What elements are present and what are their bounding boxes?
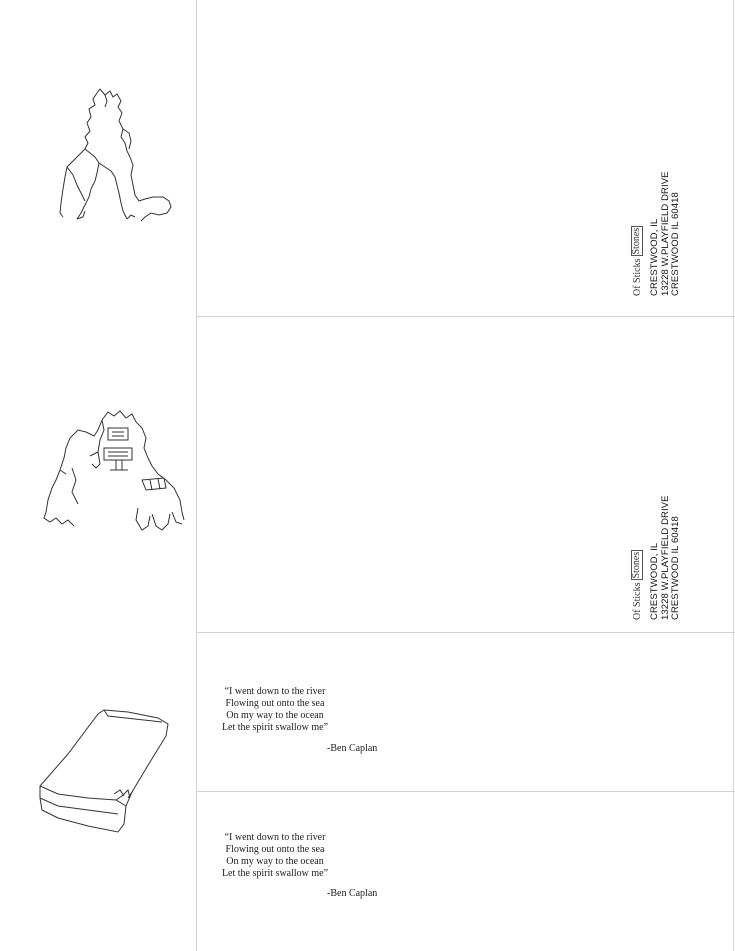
quote-line: “I went down to the river xyxy=(224,832,326,843)
horizontal-divider-3 xyxy=(196,791,735,792)
address-line-1: CRESTWOOD, IL xyxy=(649,218,660,296)
address-line-2: 13228 W.PLAYFIELD DRIVE xyxy=(659,495,671,620)
horse-rider-sketch-icon xyxy=(55,85,180,225)
address-line-3: CRESTWOOD IL 60418 xyxy=(670,192,681,296)
stone-block-sketch-icon xyxy=(38,706,173,836)
page-right-edge xyxy=(733,0,734,951)
quote-block-1 xyxy=(205,686,345,734)
quote-attribution-1: -Ben Caplan xyxy=(327,743,378,754)
horizontal-divider-2 xyxy=(196,632,735,633)
address-line-2: 13228 W.PLAYFIELD DRIVE xyxy=(659,171,671,296)
quote-attribution-2: -Ben Caplan xyxy=(327,888,378,899)
brand-name-part1: Of Sticks xyxy=(631,582,643,620)
quote-line: Let the spirit swallow me” xyxy=(221,722,329,733)
quote-line: Flowing out onto the sea xyxy=(225,698,325,709)
quote-line: On my way to the ocean xyxy=(226,710,324,721)
vertical-divider xyxy=(196,0,197,951)
quote-line: Let the spirit swallow me” xyxy=(221,868,329,879)
brand-name-part2: Stones xyxy=(631,551,642,579)
brand-name-part1: Of Sticks xyxy=(631,258,643,296)
quote-line: “I went down to the river xyxy=(224,686,326,697)
horizontal-divider-1 xyxy=(196,316,735,317)
quote-line: Flowing out onto the sea xyxy=(225,844,325,855)
quote-line: On my way to the ocean xyxy=(226,856,324,867)
quote-block-2 xyxy=(205,832,345,880)
label-panel-2 xyxy=(630,480,680,620)
label-panel-1 xyxy=(630,156,680,296)
temple-ruins-sketch-icon xyxy=(42,408,187,538)
brand-name-part2: Stones xyxy=(631,227,642,255)
brand-logo xyxy=(630,480,644,620)
brand-logo xyxy=(630,156,644,296)
address-line-1: CRESTWOOD, IL xyxy=(649,542,660,620)
address-line-3: CRESTWOOD IL 60418 xyxy=(670,516,681,620)
